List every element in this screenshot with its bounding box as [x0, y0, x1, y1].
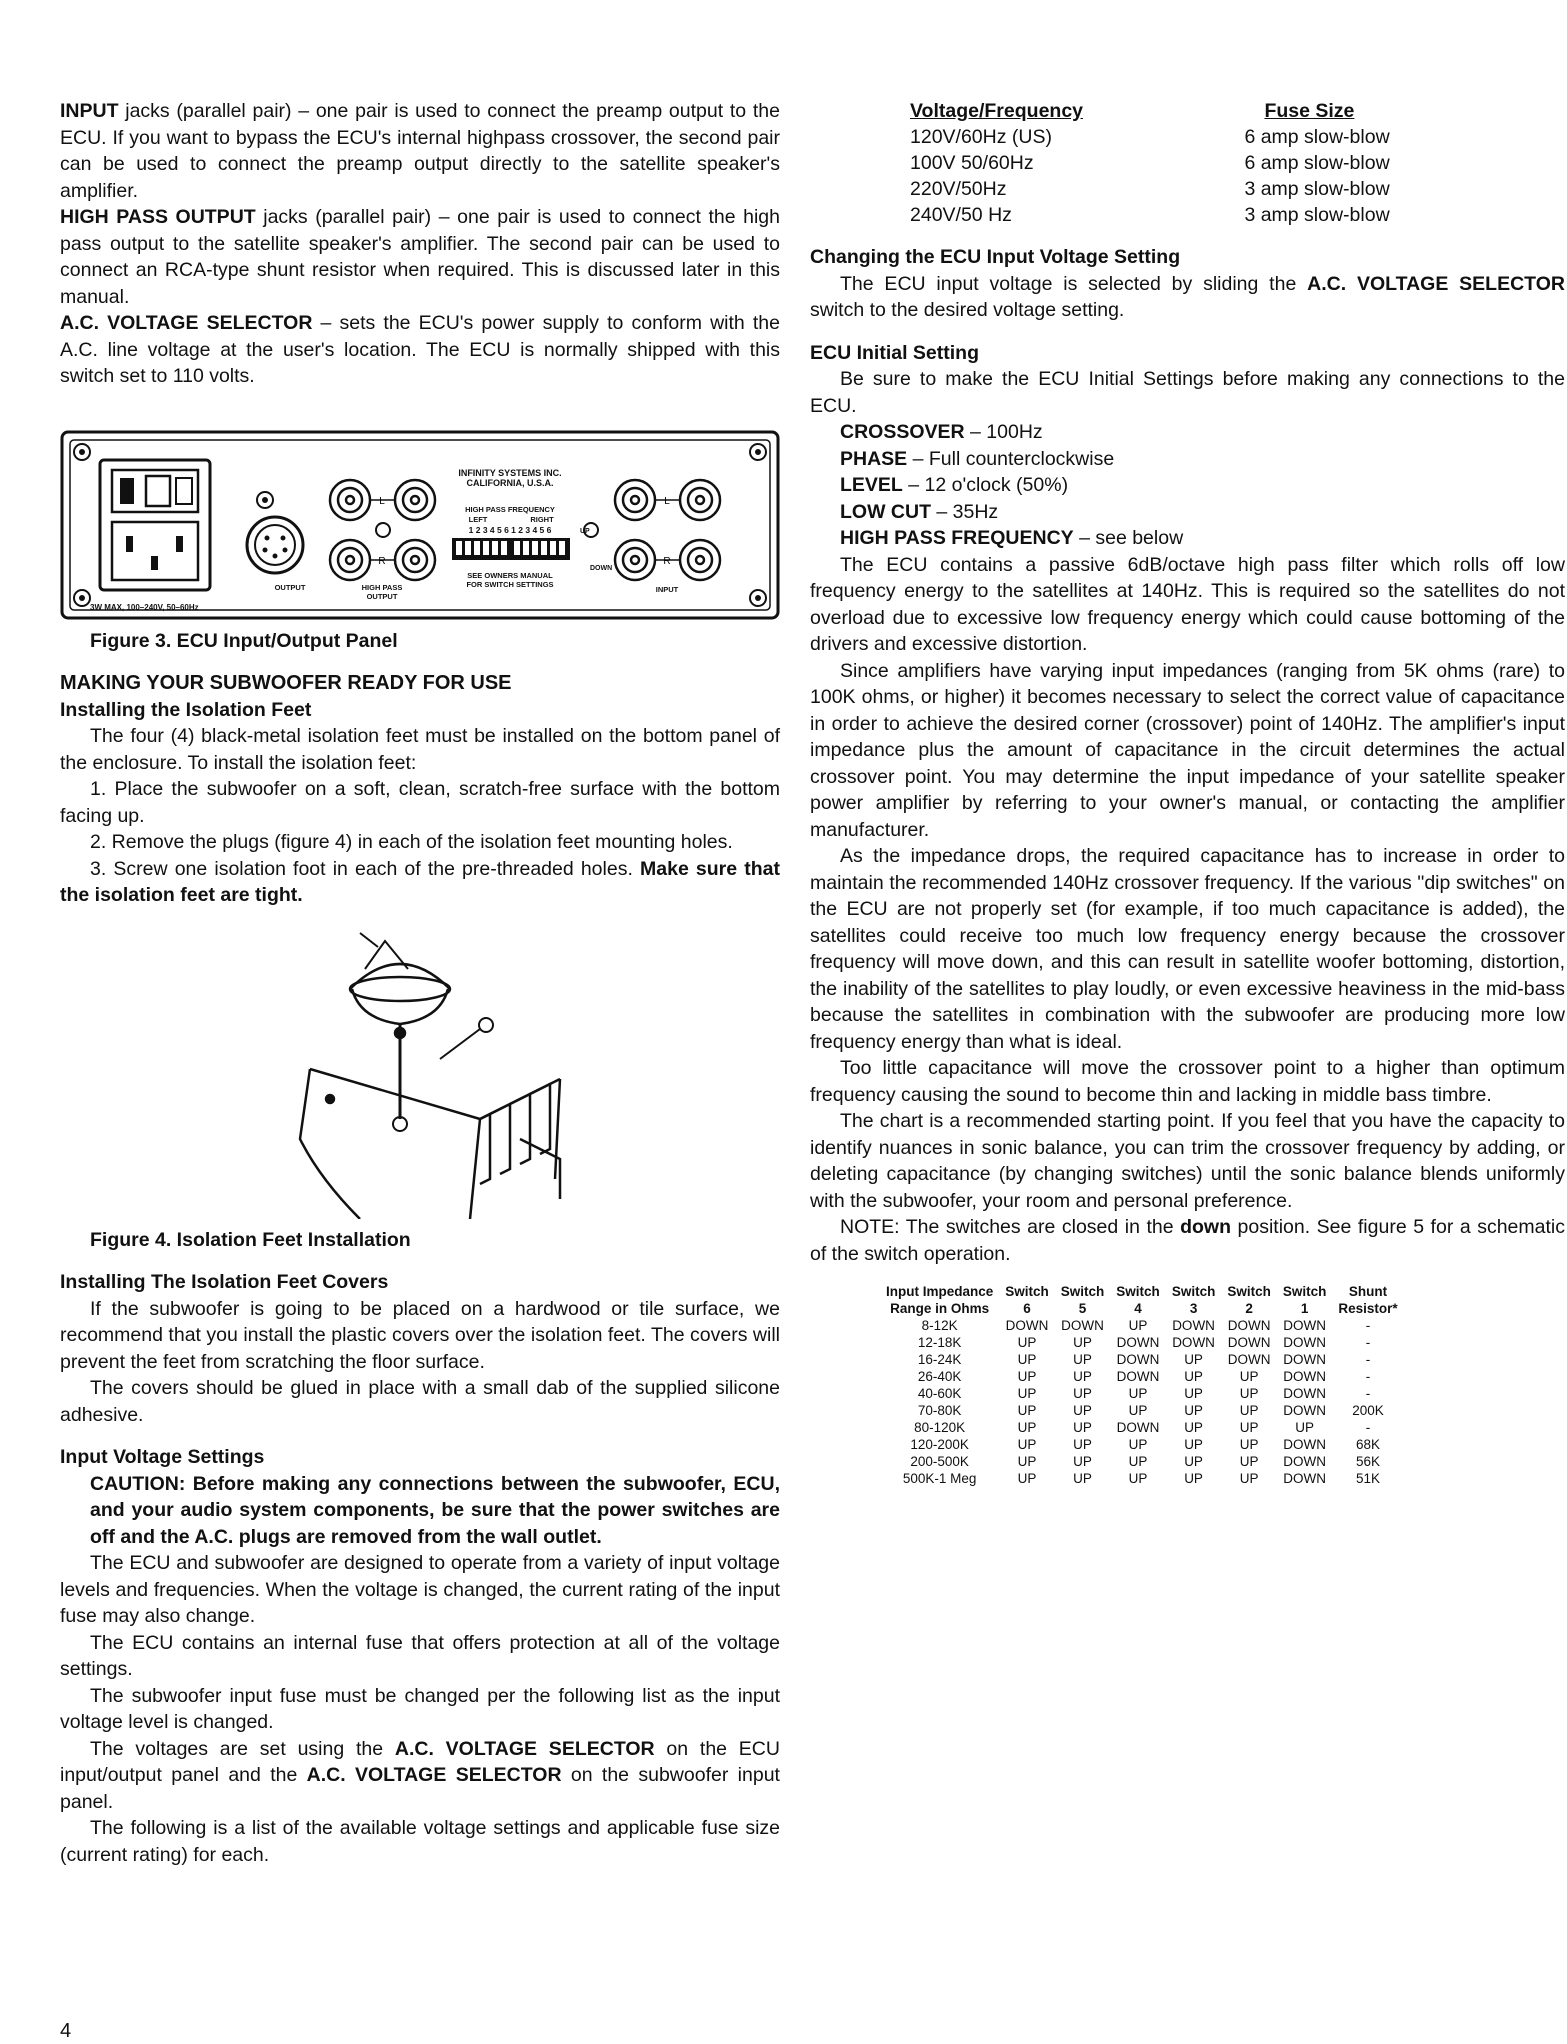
installing-covers-heading: Installing The Isolation Feet Covers: [60, 1271, 389, 1293]
changing-voltage-heading: Changing the ECU Input Voltage Setting: [810, 246, 1181, 268]
note-paragraph: NOTE: The switches are closed in the down position. See figure 5 for a schematic of the switch operation.: [810, 1216, 1565, 1265]
maker-name-label: INFINITY SYSTEMS INC.: [458, 467, 562, 478]
input-right-label: R: [663, 555, 671, 567]
table-cell: UP: [1073, 1352, 1092, 1367]
table-cell: 51K: [1355, 1471, 1381, 1486]
table-cell: 68K: [1355, 1437, 1381, 1452]
table-cell: 500K-1 Meg: [902, 1471, 977, 1486]
dip-left-label: LEFT: [468, 514, 488, 524]
power-rating-label: 3W MAX, 100–240V, 50–60Hz: [90, 602, 199, 612]
table-cell: UP: [1128, 1437, 1148, 1452]
table-cell: UP: [1239, 1437, 1259, 1452]
table-cell: 56K: [1355, 1454, 1381, 1469]
setting-low-cut: LOW CUT – 35Hz: [840, 500, 999, 523]
table-cell: DOWN: [1227, 1335, 1271, 1350]
table-cell: UP: [1184, 1420, 1203, 1435]
right-column: [810, 98, 1565, 1487]
table-cell: 120-200K: [910, 1437, 969, 1452]
table-cell: -: [1365, 1386, 1371, 1401]
table-cell: UP: [1128, 1454, 1148, 1469]
table-row: 100V 50/60Hz 6 amp slow-blow: [910, 152, 1390, 174]
covers-paragraph-2: The covers should be glued in place with a small dab of the supplied silicone adhesive.: [60, 1377, 780, 1426]
voltage-fuse-table: [910, 98, 1510, 228]
table-cell: UP: [1128, 1318, 1148, 1333]
table-cell: UP: [1017, 1420, 1037, 1435]
switch-header-cell: Switch: [1282, 1284, 1327, 1299]
dip-right-label: RIGHT: [530, 514, 554, 524]
fuse-size-header: Fuse Size: [1264, 100, 1355, 122]
table-cell: -: [1365, 1420, 1371, 1435]
body-paragraph-3: As the impedance drops, the required capacitance has to increase in order to maintain the recommended 140Hz crossover frequency. If the various "dip switches" on the ECU are not properly set (for example, if too much capacitance is added), the satellites could receive too much low frequency energy because the crossover frequency will move down, and this can result in satellite woofer bottoming, distortion, the inability of the satellites to play loudly, or even excessive heaviness in the mid-bass because the satellites in combination with the subwoofer are producing more low frequency energy than what is ideal.: [810, 845, 1565, 1053]
table-cell: DOWN: [1172, 1318, 1215, 1333]
table-cell: UP: [1073, 1403, 1092, 1418]
table-cell: 12-18K: [917, 1335, 962, 1350]
table-cell: UP: [1128, 1403, 1148, 1418]
high-pass-left-label: L: [379, 495, 385, 507]
switch-header-cell: 6: [1023, 1301, 1031, 1316]
ecu-initial-setting-heading: ECU Initial Setting: [810, 341, 980, 364]
setting-phase: PHASE – Full counterclockwise: [840, 447, 1115, 470]
switch-header-row-2: [880, 1300, 1404, 1317]
isolation-feet-drawing: [60, 919, 780, 1219]
table-cell: UP: [1239, 1454, 1259, 1469]
voltage-paragraph-2: The ECU contains an internal fuse that offers protection at all of the voltage settings.: [60, 1631, 780, 1680]
setting-high-pass-frequency: HIGH PASS FREQUENCY – see below: [840, 527, 1184, 549]
table-cell: 80-120K: [914, 1420, 966, 1435]
table-cell: UP: [1017, 1454, 1037, 1469]
table-cell: DOWN: [1283, 1318, 1326, 1333]
switch-header-cell: 3: [1189, 1301, 1198, 1316]
table-cell: UP: [1017, 1386, 1037, 1401]
switch-header-cell: Switch: [1227, 1284, 1271, 1299]
body-paragraph-4: Too little capacitance will move the crossover point to a higher than optimum frequency causing the sound to become thin and lacking in middle bass timbre.: [810, 1057, 1565, 1106]
body-paragraph-1: The ECU contains a passive 6dB/octave high pass filter which rolls off low frequency energy to the satellites at 140Hz. This is required so the satellites do not overload due to excessive low frequency energy which could cause bottoming of the drivers and excessive distortion.: [810, 553, 1565, 655]
input-left-label: L: [664, 495, 670, 507]
table-cell: 200K: [1352, 1403, 1384, 1418]
table-cell: UP: [1239, 1369, 1259, 1384]
figure-3-caption: Figure 3. ECU Input/Output Panel: [90, 629, 398, 652]
table-cell: 200-500K: [910, 1454, 969, 1469]
switch-header-cell: 5: [1078, 1301, 1087, 1316]
high-pass-output-label-1: HIGH PASS: [361, 582, 403, 592]
table-cell: -: [1365, 1369, 1371, 1384]
table-cell: DOWN: [1283, 1335, 1326, 1350]
switch-header-cell: Range in Ohms: [890, 1301, 990, 1316]
table-cell: UP: [1184, 1454, 1203, 1469]
table-cell: UP: [1073, 1420, 1092, 1435]
table-cell: 26-40K: [917, 1369, 962, 1384]
voltage-fuse-header-row: [910, 98, 1510, 124]
table-cell: UP: [1128, 1386, 1148, 1401]
table-cell: UP: [1017, 1437, 1037, 1452]
switch-header-cell: Input Impedance: [886, 1284, 994, 1299]
step-2: 2. Remove the plugs (figure 4) in each of the isolation feet mounting holes.: [90, 831, 733, 853]
input-voltage-heading: Input Voltage Settings: [60, 1446, 265, 1468]
table-row: [880, 1436, 1404, 1453]
table-cell: UP: [1073, 1454, 1092, 1469]
output-label: OUTPUT: [274, 582, 306, 592]
left-column: [60, 98, 780, 1868]
table-cell: 40-60K: [917, 1386, 962, 1401]
table-cell: UP: [1184, 1352, 1203, 1367]
dip-up-label: UP: [580, 527, 590, 535]
switch-settings-label: FOR SWITCH SETTINGS: [466, 579, 554, 589]
table-cell: -: [1365, 1318, 1371, 1333]
table-cell: UP: [1239, 1386, 1259, 1401]
table-row: [880, 1317, 1404, 1334]
table-cell: DOWN: [1116, 1420, 1160, 1435]
table-cell: DOWN: [1283, 1352, 1326, 1367]
isolation-feet-figure: [60, 919, 780, 1219]
table-cell: UP: [1184, 1471, 1203, 1486]
table-row: [880, 1402, 1404, 1419]
table-row: [880, 1385, 1404, 1402]
table-row: [880, 1453, 1404, 1470]
table-cell: DOWN: [1283, 1403, 1326, 1418]
dip-numbers-label: 1 2 3 4 5 6 1 2 3 4 5 6: [468, 524, 552, 535]
table-cell: DOWN: [1283, 1386, 1326, 1401]
table-cell: UP: [1128, 1471, 1148, 1486]
switch-header-cell: 2: [1245, 1301, 1253, 1316]
table-cell: UP: [1017, 1403, 1037, 1418]
table-cell: DOWN: [1172, 1335, 1215, 1350]
table-row: [880, 1419, 1404, 1436]
table-cell: -: [1365, 1352, 1371, 1367]
caution-paragraph: CAUTION: Before making any connections between the subwoofer, ECU, and your audio system components, be sure that the power switches are off and the A.C. plugs are removed from the wall outlet.: [90, 1472, 780, 1548]
table-cell: DOWN: [1116, 1335, 1160, 1350]
switch-header-cell: 4: [1134, 1301, 1142, 1316]
switch-table-body: [880, 1317, 1404, 1487]
table-cell: UP: [1239, 1471, 1259, 1486]
table-cell: -: [1365, 1335, 1371, 1350]
page-number: 4: [60, 2020, 72, 2042]
switch-header-cell: Switch: [1005, 1284, 1049, 1299]
voltage-paragraph-4: The voltages are set using the A.C. VOLTAGE SELECTOR on the ECU input/output panel and the A.C. VOLTAGE SELECTOR on the subwoofer input panel.: [60, 1737, 780, 1813]
switch-settings-table: [880, 1283, 1404, 1487]
making-subwoofer-heading: MAKING YOUR SUBWOOFER READY FOR USE: [60, 672, 512, 694]
step-3: 3. Screw one isolation foot in each of the pre-threaded holes. Make sure that the isolation feet are tight.: [60, 857, 780, 906]
table-cell: UP: [1073, 1437, 1092, 1452]
table-row: [880, 1368, 1404, 1385]
table-cell: UP: [1073, 1369, 1092, 1384]
step-1: 1. Place the subwoofer on a soft, clean, scratch-free surface with the bottom facing up.: [60, 778, 780, 827]
ac-voltage-selector-paragraph: A.C. VOLTAGE SELECTOR – sets the ECU's power supply to conform with the A.C. line voltage at the user's location. The ECU is normally shipped with this switch set to 110 volts.: [60, 312, 780, 387]
table-cell: UP: [1017, 1352, 1037, 1367]
table-row: 240V/50 Hz 3 amp slow-blow: [910, 204, 1390, 226]
feet-intro-paragraph: The four (4) black-metal isolation feet must be installed on the bottom panel of the enclosure. To install the isolation feet:: [60, 725, 780, 774]
table-cell: DOWN: [1227, 1318, 1271, 1333]
table-cell: DOWN: [1061, 1318, 1104, 1333]
setting-crossover: CROSSOVER – 100Hz: [840, 421, 1043, 443]
table-row: [880, 1470, 1404, 1487]
installing-feet-heading: Installing the Isolation Feet: [60, 698, 312, 721]
table-cell: 70-80K: [917, 1403, 962, 1418]
initial-setting-paragraph: Be sure to make the ECU Initial Settings before making any connections to the ECU.: [810, 368, 1565, 417]
high-pass-frequency-label: HIGH PASS FREQUENCY: [465, 504, 555, 514]
see-manual-label: SEE OWNERS MANUAL: [467, 570, 553, 580]
covers-paragraph-1: If the subwoofer is going to be placed on a hardwood or tile surface, we recommend that you install the plastic covers over the isolation feet. The covers will prevent the feet from scratching the floor surface.: [60, 1297, 780, 1373]
ecu-io-panel-figure: [60, 430, 780, 620]
table-row: 120V/60Hz (US) 6 amp slow-blow: [910, 126, 1390, 148]
setting-level: LEVEL – 12 o'clock (50%): [840, 474, 1069, 496]
table-cell: UP: [1073, 1335, 1092, 1350]
table-cell: DOWN: [1116, 1369, 1160, 1384]
figure-4-caption: Figure 4. Isolation Feet Installation: [90, 1228, 411, 1251]
table-cell: DOWN: [1116, 1352, 1160, 1367]
input-jacks-paragraph: INPUT jacks (parallel pair) – one pair is used to connect the preamp output to the ECU. If you want to bypass the ECU's internal highpass crossover, the second pair can be used to connect the preamp output directly to the satellite speaker's amplifier.: [60, 100, 780, 202]
table-cell: UP: [1239, 1420, 1259, 1435]
high-pass-right-label: R: [378, 555, 386, 567]
table-cell: UP: [1184, 1403, 1203, 1418]
table-row: [880, 1334, 1404, 1351]
table-cell: DOWN: [1283, 1471, 1326, 1486]
table-cell: 8-12K: [921, 1318, 958, 1333]
changing-voltage-paragraph: The ECU input voltage is selected by sliding the A.C. VOLTAGE SELECTOR switch to the desired voltage setting.: [810, 272, 1565, 321]
voltage-frequency-header: Voltage/Frequency: [910, 100, 1084, 122]
table-cell: UP: [1073, 1471, 1092, 1486]
body-paragraph-2: Since amplifiers have varying input impedances (ranging from 5K ohms (rare) to 100K ohms, or higher) it becomes necessary to select the correct value of capacitance in order to achieve the desired corner (crossover) point of 140Hz. The amplifier's input impedance plus the amount of capacitance in the circuit determines the actual crossover point. You may determine the input impedance of your satellite speaker power amplifier by referring to your owner's manual, or contacting the amplifier manufacturer.: [810, 659, 1565, 841]
table-cell: DOWN: [1227, 1352, 1271, 1367]
table-cell: UP: [1184, 1437, 1203, 1452]
table-row: 220V/50Hz 3 amp slow-blow: [910, 178, 1390, 200]
table-cell: UP: [1184, 1369, 1203, 1384]
table-cell: DOWN: [1283, 1369, 1326, 1384]
table-cell: UP: [1184, 1386, 1203, 1401]
switch-header-cell: 1: [1300, 1301, 1309, 1316]
table-row: [880, 1351, 1404, 1368]
dip-down-label: DOWN: [590, 564, 613, 572]
maker-location-label: CALIFORNIA, U.S.A.: [466, 477, 554, 488]
high-pass-output-paragraph: HIGH PASS OUTPUT jacks (parallel pair) – one pair is used to connect the high pass output to the satellite speaker's amplifier. The second pair can be used to connect an RCA-type shunt resistor when required. This is discussed later in this manual.: [60, 206, 780, 308]
table-cell: DOWN: [1283, 1437, 1326, 1452]
voltage-paragraph-3: The subwoofer input fuse must be changed per the following list as the input voltage level is changed.: [60, 1684, 780, 1733]
voltage-paragraph-5: The following is a list of the available voltage settings and applicable fuse size (current rating) for each.: [60, 1817, 780, 1866]
switch-header-cell: Switch: [1171, 1284, 1216, 1299]
table-cell: UP: [1017, 1335, 1037, 1350]
table-cell: DOWN: [1283, 1454, 1326, 1469]
table-cell: DOWN: [1005, 1318, 1049, 1333]
switch-header-cell: Resistor*: [1338, 1301, 1398, 1316]
table-cell: UP: [1017, 1369, 1037, 1384]
ecu-panel-drawing: [60, 430, 780, 620]
table-cell: 16-24K: [917, 1352, 962, 1367]
table-cell: UP: [1017, 1471, 1037, 1486]
switch-header-cell: Switch: [1060, 1284, 1105, 1299]
switch-header-cell: Shunt: [1348, 1284, 1388, 1299]
table-cell: UP: [1073, 1386, 1092, 1401]
input-panel-label: INPUT: [655, 584, 679, 594]
switch-header-row-1: [880, 1283, 1404, 1300]
voltage-paragraph-1: The ECU and subwoofer are designed to operate from a variety of input voltage levels and frequencies. When the voltage is changed, the current rating of the input fuse may also change.: [60, 1552, 780, 1627]
body-paragraph-5: The chart is a recommended starting point. If you feel that you have the capacity to identify nuances in sonic balance, you can trim the crossover frequency by adding, or deleting capacitance (by changing switches) until the sonic balance blends uniformly with the subwoofer, your room and personal preference.: [810, 1110, 1565, 1212]
high-pass-output-label-2: OUTPUT: [366, 591, 398, 601]
switch-header-cell: Switch: [1116, 1284, 1160, 1299]
table-cell: UP: [1239, 1403, 1259, 1418]
table-cell: UP: [1295, 1420, 1314, 1435]
